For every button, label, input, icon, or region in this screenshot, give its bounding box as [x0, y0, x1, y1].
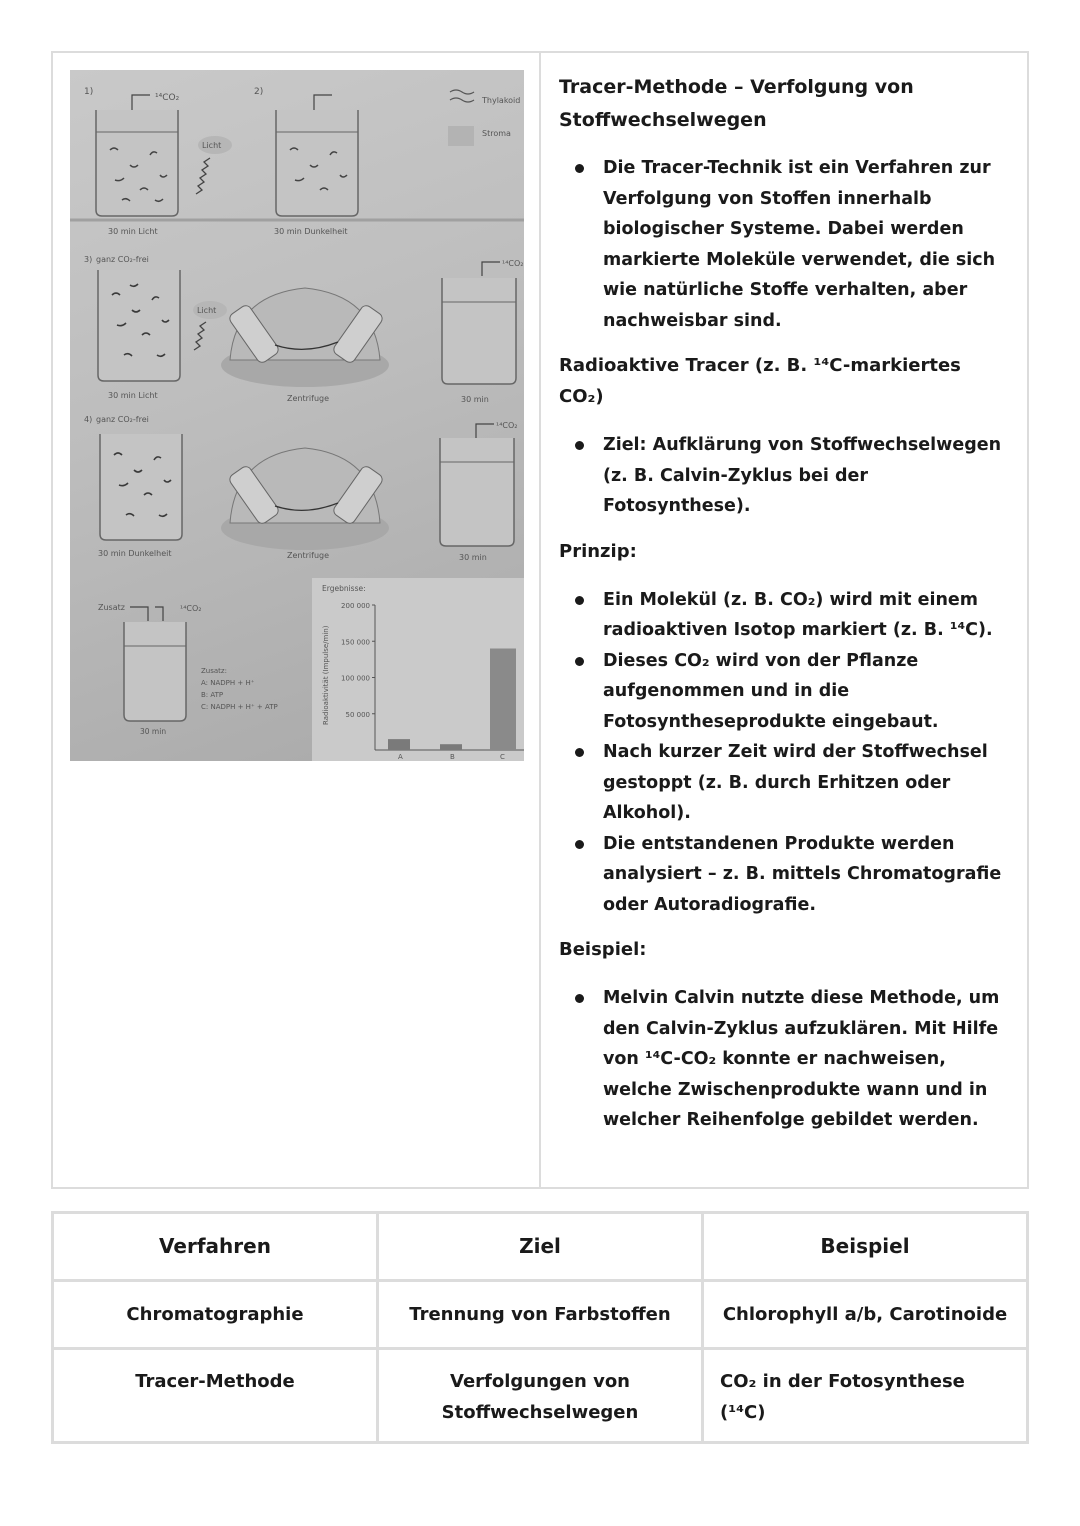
- legend-thylakoid: Thylakoid: [482, 96, 521, 105]
- bar-label: A: [398, 753, 403, 761]
- experiment-photo: [70, 70, 524, 761]
- table-cell: Chromatographie: [53, 1281, 378, 1349]
- bar-a: [388, 739, 410, 750]
- table-cell: CO₂ in der Fotosynthese (¹⁴C): [703, 1349, 1028, 1443]
- co2-label-5: ¹⁴CO₂: [180, 604, 202, 613]
- header-ziel: Ziel: [378, 1213, 703, 1281]
- beaker-1: [96, 110, 178, 216]
- beaker-2: [276, 110, 358, 216]
- beaker-5: [100, 434, 182, 540]
- y-tick-label: 150 000: [341, 638, 370, 647]
- panel-label-1: 1): [84, 87, 94, 97]
- caption-8: 30 min Dunkelheit: [98, 549, 172, 558]
- table-cell: Verfolgungen von Stoffwechselwegen: [378, 1349, 703, 1443]
- info-table: [51, 51, 1029, 1189]
- list-item: Nach kurzer Zeit wird der Stoffwechsel gestoppt (z. B. durch Erhitzen oder Alkohol).: [559, 737, 1011, 829]
- bar-label: B: [450, 753, 455, 761]
- y-axis-label: Radioaktivität (Impulse/min): [322, 625, 330, 725]
- panel-label-3: 3): [84, 255, 93, 264]
- stroma-swatch: [448, 126, 474, 146]
- caption-7: ganz CO₂-frei: [96, 415, 149, 424]
- arrow-icon: [476, 424, 494, 438]
- beaker-4: [442, 278, 516, 384]
- prinzip-list: [559, 585, 1011, 921]
- image-cell: [53, 53, 541, 1187]
- y-tick-label: 200 000: [341, 602, 370, 610]
- co2-label-4: ¹⁴CO₂: [496, 421, 518, 430]
- caption-9: Zentrifuge: [287, 551, 330, 560]
- table-row: [53, 1281, 1028, 1349]
- caption-1: 30 min Licht: [108, 227, 158, 236]
- co2-label-3: ¹⁴CO₂: [502, 259, 524, 268]
- caption-2: 30 min Dunkelheit: [274, 227, 348, 236]
- co2-label: ¹⁴CO₂: [155, 93, 180, 103]
- ziel-list: [559, 430, 1011, 522]
- arrow-icon: [132, 95, 150, 110]
- table-cell: Trennung von Farbstoffen: [378, 1281, 703, 1349]
- light-ray-icon: [196, 158, 210, 194]
- bar-b: [440, 744, 462, 750]
- zusatz-item-c: C: NADPH + H⁺ + ATP: [201, 703, 278, 711]
- intro-list: [559, 153, 1011, 336]
- prinzip-heading: Prinzip:: [559, 540, 637, 562]
- light-ray-icon: [194, 322, 206, 350]
- ziel-item: Ziel: Aufklärung von Stoffwechselwegen (z. B. Calvin-Zyklus bei der Fotosynthese).: [559, 430, 1011, 522]
- table-header-row: [53, 1213, 1028, 1281]
- caption-4: 30 min Licht: [108, 391, 158, 400]
- panel-label-2: 2): [254, 87, 264, 97]
- table-cell: Chlorophyll a/b, Carotinoide: [703, 1281, 1028, 1349]
- arrow-icon: [130, 607, 163, 621]
- radio-heading: Radioaktive Tracer (z. B. ¹⁴C-markiertes CO₂): [559, 355, 961, 407]
- table-cell: Tracer-Methode: [53, 1349, 378, 1443]
- legend-stroma: Stroma: [482, 129, 511, 138]
- text-cell: [541, 53, 1027, 1187]
- beispiel-heading: Beispiel:: [559, 939, 647, 960]
- zusatz-item-b: B: ATP: [201, 691, 224, 699]
- light-label: Licht: [202, 141, 222, 150]
- beaker-3: [98, 270, 180, 381]
- beaker-6: [440, 438, 514, 546]
- comparison-table: [51, 1211, 1029, 1444]
- arrow-icon: [314, 95, 332, 110]
- header-beispiel: Beispiel: [703, 1213, 1028, 1281]
- page-title: Tracer-Methode – Verfolgung von Stoffwechselwegen: [559, 76, 914, 131]
- caption-6: 30 min: [461, 395, 489, 404]
- intro-item: Die Tracer-Technik ist ein Verfahren zur Verfolgung von Stoffen innerhalb biologischer Systeme. Dabei werden markierte Moleküle verwendet, die sich wie natürliche Stoffe verhalten, aber nachweisbar sind.: [559, 153, 1011, 336]
- thylakoid-icon: [450, 90, 474, 102]
- bar-c: [490, 649, 516, 751]
- caption-3: ganz CO₂-frei: [96, 255, 149, 264]
- beispiel-item: Melvin Calvin nutzte diese Methode, um den Calvin-Zyklus aufzuklären. Mit Hilfe von ¹⁴C-CO₂ konnte er nachweisen, welche Zwischenprodukte wann und in welcher Reihenfolge gebildet werden.: [559, 983, 1011, 1136]
- list-item: Ein Molekül (z. B. CO₂) wird mit einem radioaktiven Isotop markiert (z. B. ¹⁴C).: [559, 585, 1011, 646]
- zusatz-item-a: A: NADPH + H⁺: [201, 679, 255, 687]
- panel-label-4: 4): [84, 415, 93, 424]
- zusatz-title: Zusatz:: [201, 667, 227, 675]
- beaker-time: 30 min: [140, 727, 167, 736]
- y-tick-label: 50 000: [345, 710, 370, 719]
- list-item: Die entstandenen Produkte werden analysiert – z. B. mittels Chromatografie oder Autoradiografie.: [559, 829, 1011, 921]
- experiment-diagram: [70, 70, 524, 761]
- list-item: Dieses CO₂ wird von der Pflanze aufgenommen und in die Fotosyntheseprodukte eingebaut.: [559, 646, 1011, 738]
- zusatz-label: Zusatz: [98, 603, 125, 612]
- beispiel-list: [559, 983, 1011, 1136]
- caption-5: Zentrifuge: [287, 394, 330, 403]
- caption-10: 30 min: [459, 553, 487, 562]
- beaker-7: [124, 622, 186, 721]
- bar-label: C: [500, 753, 505, 761]
- arrow-icon: [482, 262, 500, 276]
- light-label-2: Licht: [197, 306, 217, 315]
- results-title: Ergebnisse:: [322, 584, 366, 593]
- table-row: [53, 1349, 1028, 1443]
- y-tick-label: 100 000: [341, 674, 370, 683]
- header-verfahren: Verfahren: [53, 1213, 378, 1281]
